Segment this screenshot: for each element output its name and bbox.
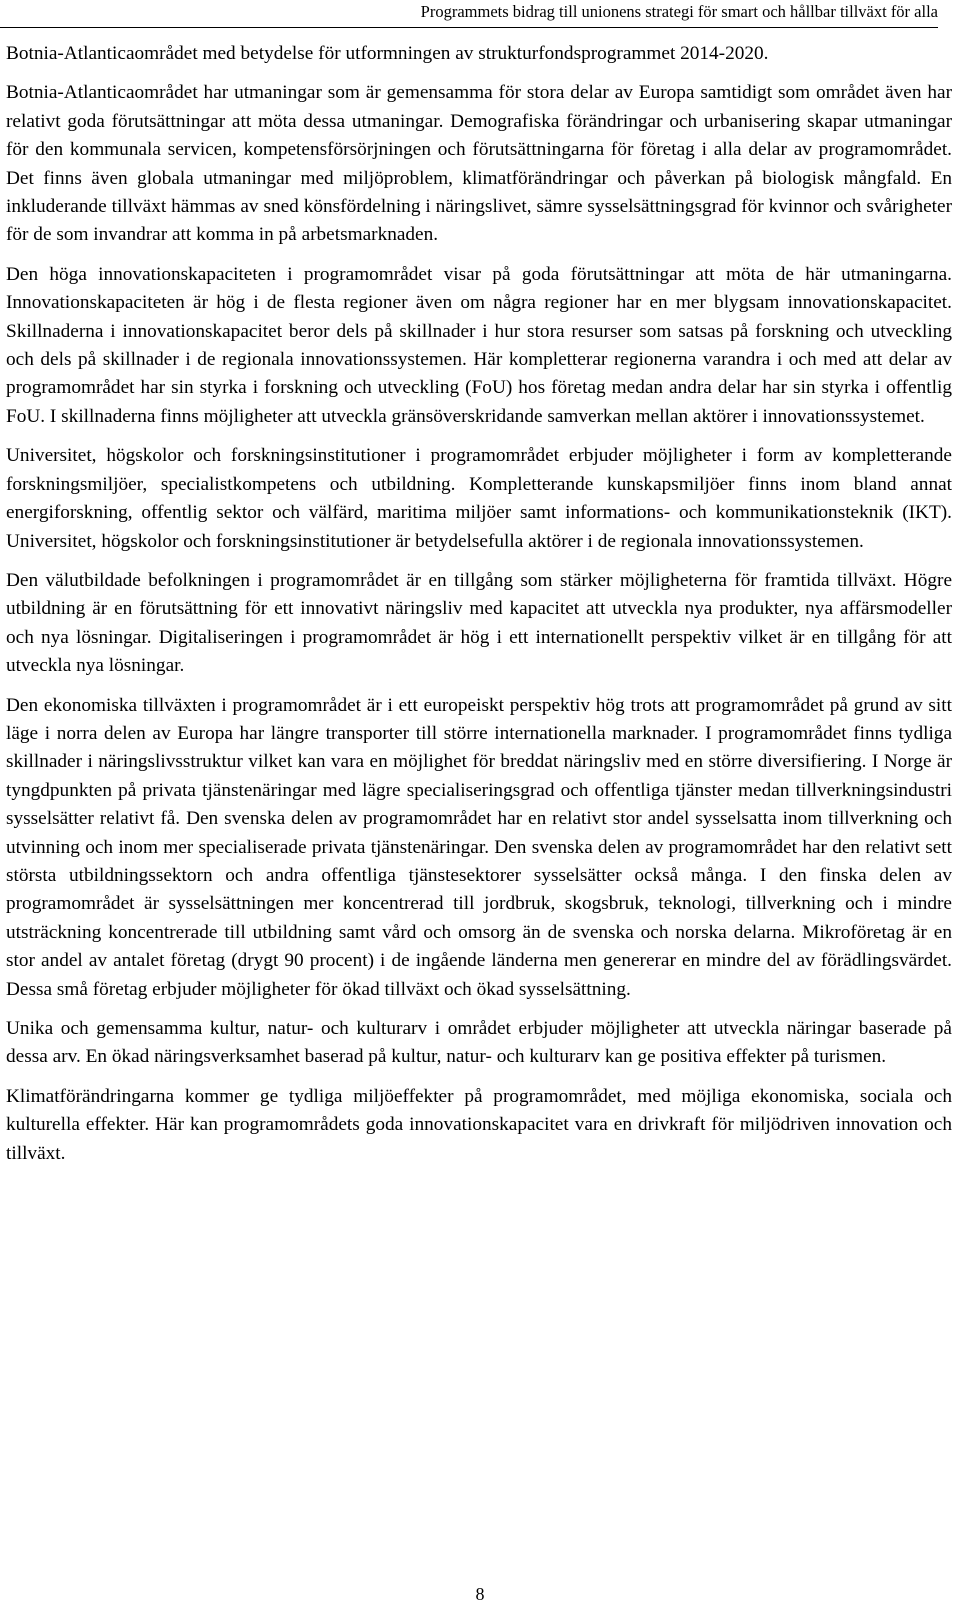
paragraph-universities: Universitet, högskolor och forskningsinstitutioner i programområdet erbjuder möjligheter i form av kompletterande forskningsmiljöer, specialistkompetens och utbildning. Kompletterande kunskapsmiljöer finns inom bland annat energiforskning, offentlig sektor och välfärd, maritima miljöer samt informations- och kommunikationsteknik (IKT). Universitet, högskolor och forskningsinstitutioner är betydelsefulla aktörer i de regionala innovationssystemen.: [6, 445, 952, 552]
page-number: 8: [475, 1584, 485, 1604]
paragraph-culture-heritage: Unika och gemensamma kultur, natur- och kulturarv i området erbjuder möjligheter att utveckla näringar baserade på dessa arv. En ökad näringsverksamhet baserad på kultur, natur- och kulturarv kan ge positiva effekter på turismen.: [6, 1018, 952, 1068]
paragraph-innovation-capacity: Den höga innovationskapaciteten i programområdet visar på goda förutsättningar att möta de här utmaningarna. Innovationskapaciteten är hög i de flesta regioner även om några regioner har en mer blygsam innovationskapacitet. Skillnaderna i innovationskapacitet beror dels på skillnader i hur stora resurser som satsas på forskning och utveckling och dels på skillnader i de regionala innovationssystemen. Här kompletterar regionerna varandra i och med att delar av programområdet har sin styrka i forskning och utveckling (FoU) hos företag medan andra delar har sin styrka i offentlig FoU. I skillnaderna finns möjligheter att utveckla gränsöverskridande samverkan mellan aktörer i innovationssystemet.: [6, 263, 952, 427]
paragraph-intro-continuation: Botnia-Atlanticaområdet med betydelse för utformningen av strukturfondsprogrammet 2014-2020.: [6, 43, 769, 64]
paragraph-challenges: Botnia-Atlanticaområdet har utmaningar som är gemensamma för stora delar av Europa samtidigt som området även har relativt goda förutsättningar att möta dessa utmaningar. Demografiska förändringar och urbanisering skapar utmaningar för den kommunala servicen, kompetensförsörjningen och förutsättningarna för företag i alla delar av programområdet. Det finns även globala utmaningar med miljöproblem, klimatförändringar och påverkan på biologisk mångfald. En inkluderande tillväxt hämmas av sned könsfördelning i näringslivet, sämre sysselsättningsgrad för kvinnor och svårigheter för de som invandrar att komma in på arbetsmarknaden.: [6, 82, 952, 246]
paragraph-education: Den välutbildade befolkningen i programområdet är en tillgång som stärker möjligheterna för framtida tillväxt. Högre utbildning är en förutsättning för ett innovativt näringsliv med kapacitet att utveckla nya produkter, nya affärsmodeller och nya lösningar. Digitaliseringen i programområdet är hög i ett internationellt perspektiv vilket är en tillgång för att utveckla nya lösningar.: [6, 569, 952, 677]
paragraph-economic-growth: Den ekonomiska tillväxten i programområdet är i ett europeiskt perspektiv hög trots att programområdet på grund av sitt läge i norra delen av Europa har längre transporter till större internationella marknader. I programområdet finns tydliga skillnader i näringslivsstruktur vilket kan vara en möjlighet för breddat näringsliv med en större diversifiering. I Norge är tyngdpunkten på privata tjänstenäringar med lägre specialiseringsgrad och offentliga tjänster medan tillverkningsindustri sysselsätter relativt få. Den svenska delen av programområdet har en relativt stor andel sysselsatta inom tillverkning och utvinning och inom mer specialiserade privata tjänstenäringar. Den svenska delen av programområdet har den relativt sett största utbildningssektorn och andra offentliga tjänstesektorer sysselsätter också många. I den finska delen av programområdet är sysselsättningen mer koncentrerad till jordbruk, skogsbruk, teknologi, tillverkning och i mindre utsträckning koncentrerade till utbildning samt vård och omsorg än de svenska och norska delarna. Mikroföretag är en stor andel av antalet företag (drygt 90 procent) i de ingående länderna men genererar en mindre del av förädlingsvärdet. Dessa små företag erbjuder möjligheter för ökad tillväxt och ökad sysselsättning.: [6, 694, 952, 1000]
running-header: Programmets bidrag till unionens strategi för smart och hållbar tillväxt för alla: [0, 0, 938, 28]
body-text: [6, 40, 952, 1179]
paragraph-climate-change: Klimatförändringarna kommer ge tydliga miljöeffekter på programområdet, med möjliga ekonomiska, sociala och kulturella effekter. Här kan programområdets goda innovationskapacitet vara en drivkraft för miljödriven innovation och tillväxt.: [6, 1085, 952, 1164]
